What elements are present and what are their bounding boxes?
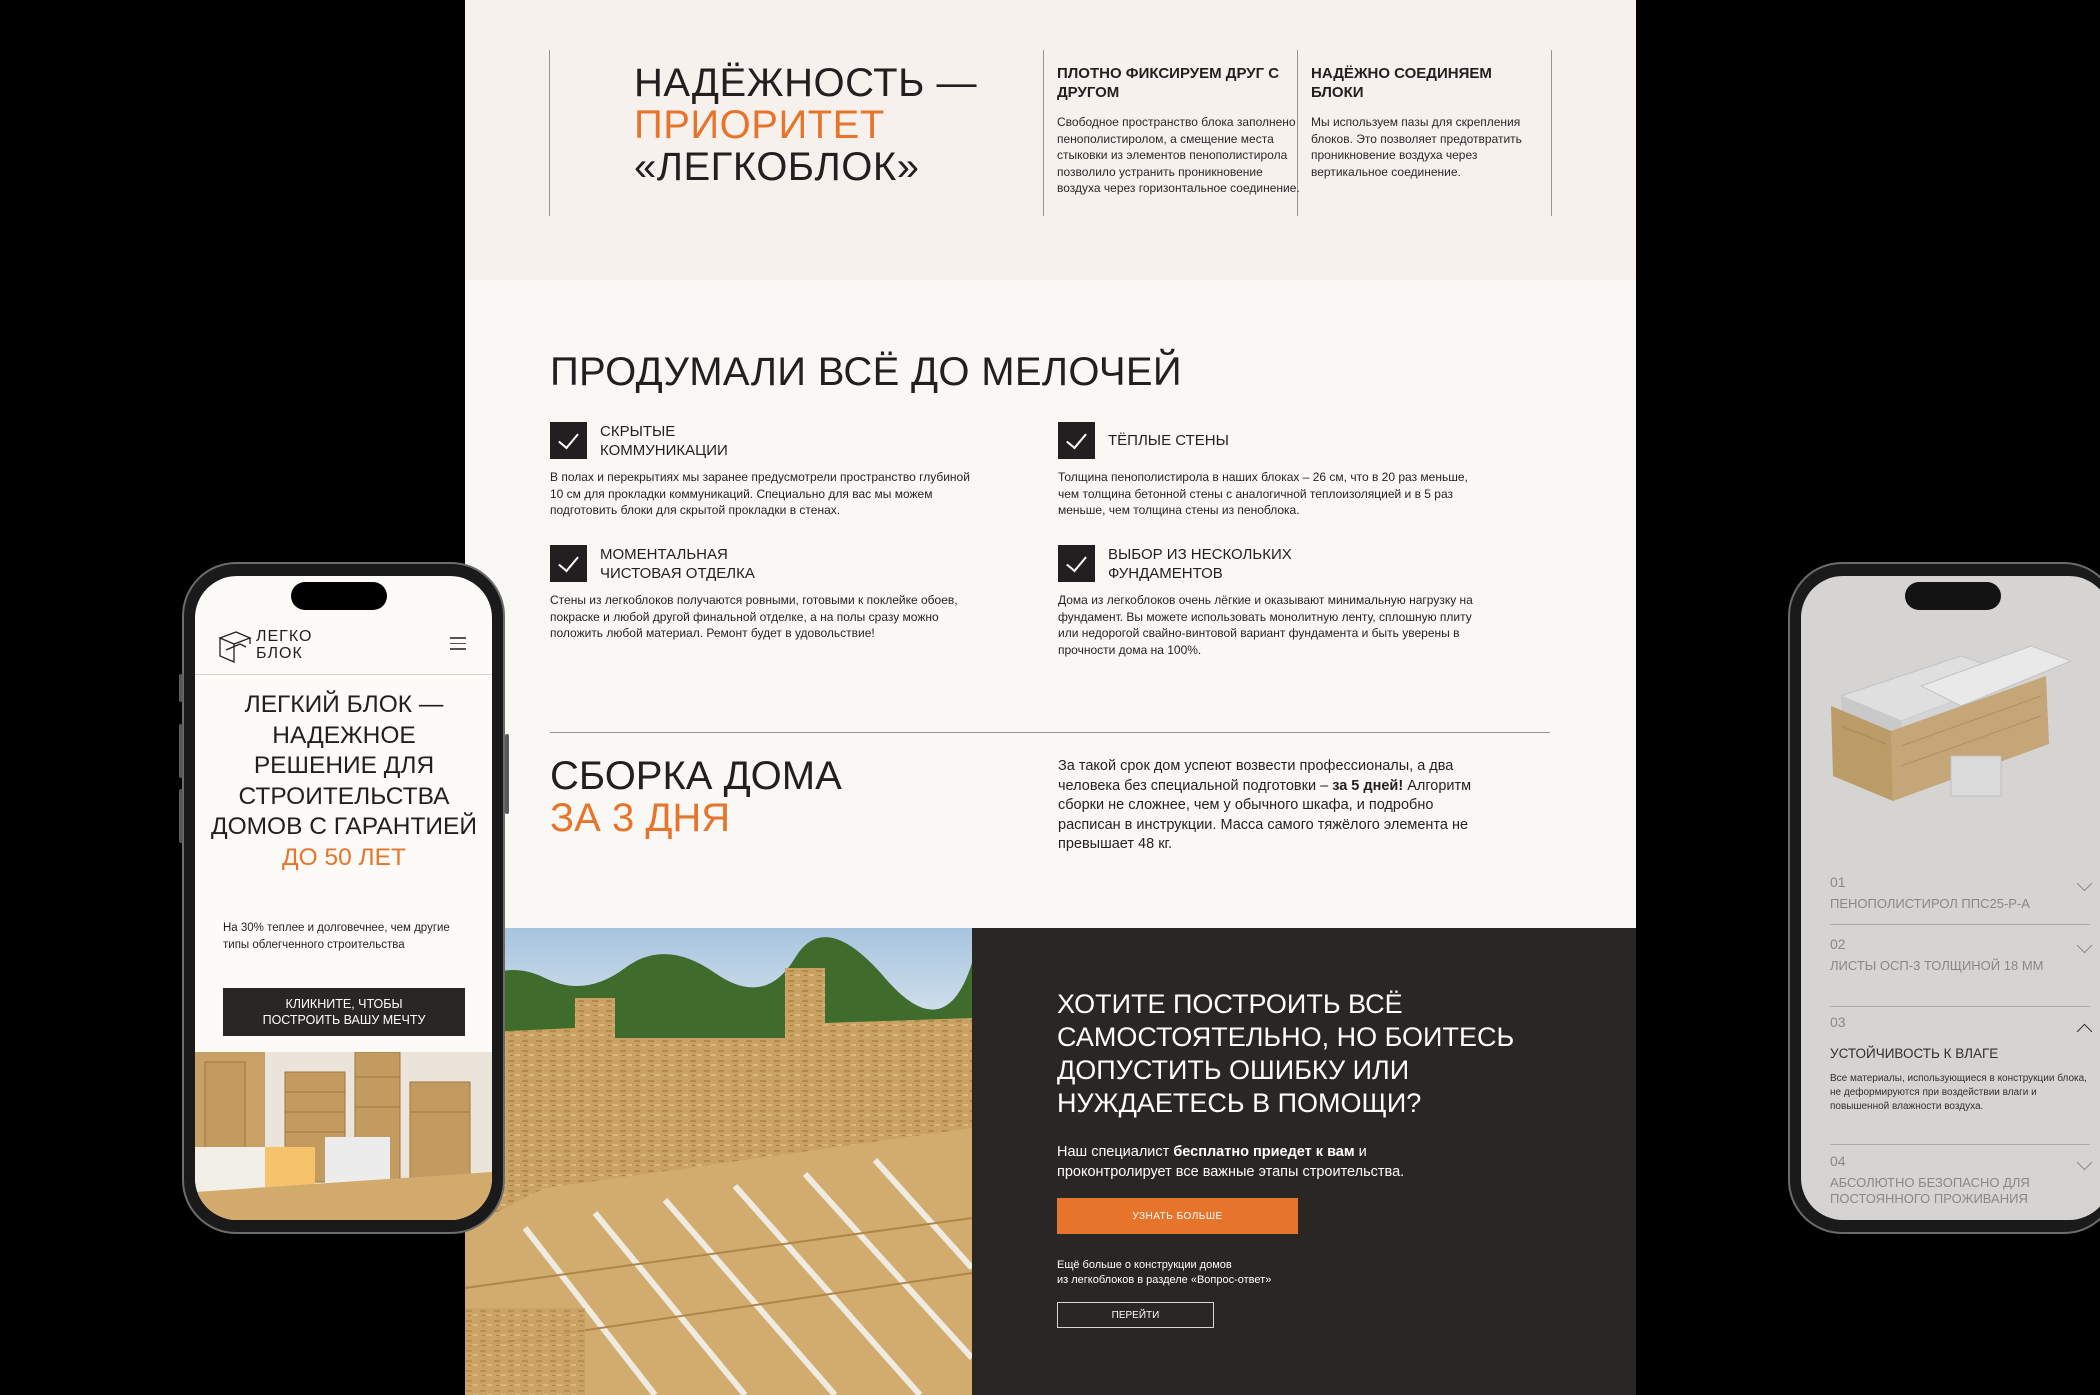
check-icon (1058, 422, 1095, 459)
build-text-bold: за 5 дней! (1332, 777, 1404, 794)
divider (1830, 1144, 2090, 1145)
hero-title (209, 690, 479, 873)
dynamic-island (1905, 582, 2001, 610)
phone-button (505, 734, 509, 814)
build-text-part: За такой срок дом успеют возвести профессионалы, а два человека без специальной подготовки – (1058, 758, 1454, 794)
feature-text: В полах и перекрытиях мы заранее предусмотрели пространство глубиной 10 см для прокладки коммуникаций. Специально для вас мы можем подготовить блоки для скрытой прокладки в стенах. (550, 470, 970, 517)
feature-text: Дома из легкоблоков очень лёгкие и оказывают минимальную нагрузку на фундамент. Вы можете использовать монолитную ленту, сплошную плиту или недорогой свайно-винтовой вариант фундамента и быть уверены в прочности дома на 100%. (1058, 593, 1473, 657)
title-line: НАДЁЖНОСТЬ — (634, 61, 977, 105)
right-phone-mockup (1788, 562, 2100, 1234)
phone-button (179, 674, 183, 702)
item-number: 04 (1830, 1153, 1846, 1169)
build-title-main: СБОРКА ДОМА (550, 754, 842, 798)
hero-subtitle: На 30% теплее и долговечнее, чем другие типы облегченного строительства (223, 922, 450, 951)
reliability-column-fixing (1057, 64, 1307, 197)
help-text-bold: бесплатно приедет к вам (1173, 1144, 1355, 1160)
divider (1830, 924, 2090, 925)
help-text-part: Наш специалист (1057, 1144, 1174, 1160)
item-number: 01 (1830, 874, 1846, 890)
blocks-photo (195, 1052, 492, 1220)
dynamic-island (291, 582, 387, 610)
feature-text: Стены из легкоблоков получаются ровными, готовыми к поклейке обоев, покраске и любой другой финальной отделке, а на полы сразу можно положить любой материал. Ремонт будет в удовольствие! (550, 593, 958, 640)
build-title (550, 755, 842, 839)
item-title: ЛИСТЫ ОСП-3 ТОЛЩИНОЙ 18 ММ (1830, 958, 2044, 973)
item-text: Все материалы, использующиеся в конструкции блока, не деформируются при воздействии влаги и повышенной влажности воздуха. (1830, 1073, 2087, 1112)
check-icon (550, 422, 587, 459)
phone-button (179, 789, 183, 843)
block-render-image (1801, 626, 2100, 806)
reliability-title (634, 62, 977, 188)
faq-text: Ещё больше о конструкции домов из легкоблоков в разделе «Вопрос-ответ» (1057, 1259, 1272, 1286)
item-title: УСТОЙЧИВОСТЬ К ВЛАГЕ (1830, 1046, 1999, 1061)
divider (550, 732, 1550, 733)
logo-cube-icon (216, 628, 252, 664)
logo-text: ЛЕГКО БЛОК (256, 628, 313, 662)
phone-button (179, 724, 183, 778)
construction-photo (465, 928, 972, 1395)
reliability-column-joining (1311, 64, 1543, 180)
divider (195, 674, 492, 675)
build-title-accent: ЗА 3 ДНЯ (550, 796, 731, 840)
divider (1043, 50, 1044, 216)
left-phone-mockup (182, 562, 505, 1234)
feature-title: СКРЫТЫЕ КОММУНИКАЦИИ (600, 423, 728, 459)
feature-text: Толщина пенополистирола в наших блоках – 26 см, что в 20 раз меньше, чем толщина бетонной стены с аналогичной теплоизоляцией и в 5 раз меньше, чем толщина стены из пеноблока. (1058, 470, 1468, 517)
check-icon (1058, 545, 1095, 582)
divider (1830, 1006, 2090, 1007)
title-line: «ЛЕГКОБЛОК» (634, 145, 920, 189)
help-text (1057, 1143, 1477, 1182)
build-text (1058, 757, 1488, 855)
feature-title: ВЫБОР ИЗ НЕСКОЛЬКИХ ФУНДАМЕНТОВ (1108, 546, 1292, 582)
go-button[interactable]: ПЕРЕЙТИ (1057, 1302, 1214, 1328)
accordion-item[interactable] (1830, 936, 2090, 974)
accordion-item[interactable] (1830, 874, 2090, 912)
help-text-part: и проконтролирует все важные этапы строительства. (1057, 1144, 1405, 1180)
item-number: 02 (1830, 936, 1846, 952)
feature-title: МОМЕНТАЛЬНАЯ ЧИСТОВАЯ ОТДЕЛКА (600, 546, 755, 582)
feature-title: ТЁПЛЫЕ СТЕНЫ (1108, 432, 1229, 449)
hero-title-main: ЛЕГКИЙ БЛОК — НАДЕЖНОЕ РЕШЕНИЕ ДЛЯ СТРОИТЕЛЬСТВА ДОМОВ С ГАРАНТИЕЙ (211, 691, 477, 840)
divider (549, 50, 550, 216)
reliability-section (465, 0, 1636, 280)
learn-more-button[interactable]: УЗНАТЬ БОЛЬШЕ (1057, 1198, 1298, 1234)
help-section (972, 928, 1636, 1395)
item-number: 03 (1830, 1014, 1846, 1030)
mobile-faq-screen (1801, 576, 2100, 1220)
accordion-item-open[interactable] (1830, 1014, 2090, 1114)
column-title: НАДЁЖНО СОЕДИНЯЕМ БЛОКИ (1311, 65, 1492, 101)
mobile-home-screen (195, 576, 492, 1220)
check-icon (550, 545, 587, 582)
help-title: ХОТИТЕ ПОСТРОИТЬ ВСЁ САМОСТОЯТЕЛЬНО, НО БОИТЕСЬ ДОПУСТИТЬ ОШИБКУ ИЛИ НУЖДАЕТЕСЬ В ПОМОЩИ? (1057, 989, 1515, 1118)
column-text: Свободное пространство блока заполнено пенополистиролом, а смещение места стыковки из элементов пенополистирола позволило устранить проникновение воздуха через горизонтальное соединение. (1057, 115, 1300, 195)
item-title: АБСОЛЮТНО БЕЗОПАСНО ДЛЯ ПОСТОЯННОГО ПРОЖИВАНИЯ (1830, 1175, 2030, 1206)
landing-page (465, 0, 1636, 1395)
hero-title-accent: ДО 50 ЛЕТ (282, 843, 406, 871)
accordion-item[interactable] (1830, 1153, 2090, 1207)
build-text-part: Алгоритм сборки не сложнее, чем у обычного шкафа, и подробно расписан в инструкции. Масса самого тяжёлого элемента не превышает 48 кг. (1058, 777, 1472, 852)
details-title: ПРОДУМАЛИ ВСЁ ДО МЕЛОЧЕЙ (550, 350, 1182, 394)
column-text: Мы используем пазы для скрепления блоков. Это позволяет предотвратить проникновение воздуха через вертикальное соединение. (1311, 115, 1522, 179)
menu-icon[interactable] (450, 637, 466, 654)
divider (1551, 50, 1552, 216)
cta-button[interactable]: КЛИКНИТЕ, ЧТОБЫ ПОСТРОИТЬ ВАШУ МЕЧТУ (223, 988, 465, 1036)
column-title: ПЛОТНО ФИКСИРУЕМ ДРУГ С ДРУГОМ (1057, 65, 1280, 101)
logo[interactable] (216, 628, 336, 668)
item-title: ПЕНОПОЛИСТИРОЛ ППС25-Р-А (1830, 896, 2030, 911)
title-accent: ПРИОРИТЕТ (634, 103, 885, 147)
